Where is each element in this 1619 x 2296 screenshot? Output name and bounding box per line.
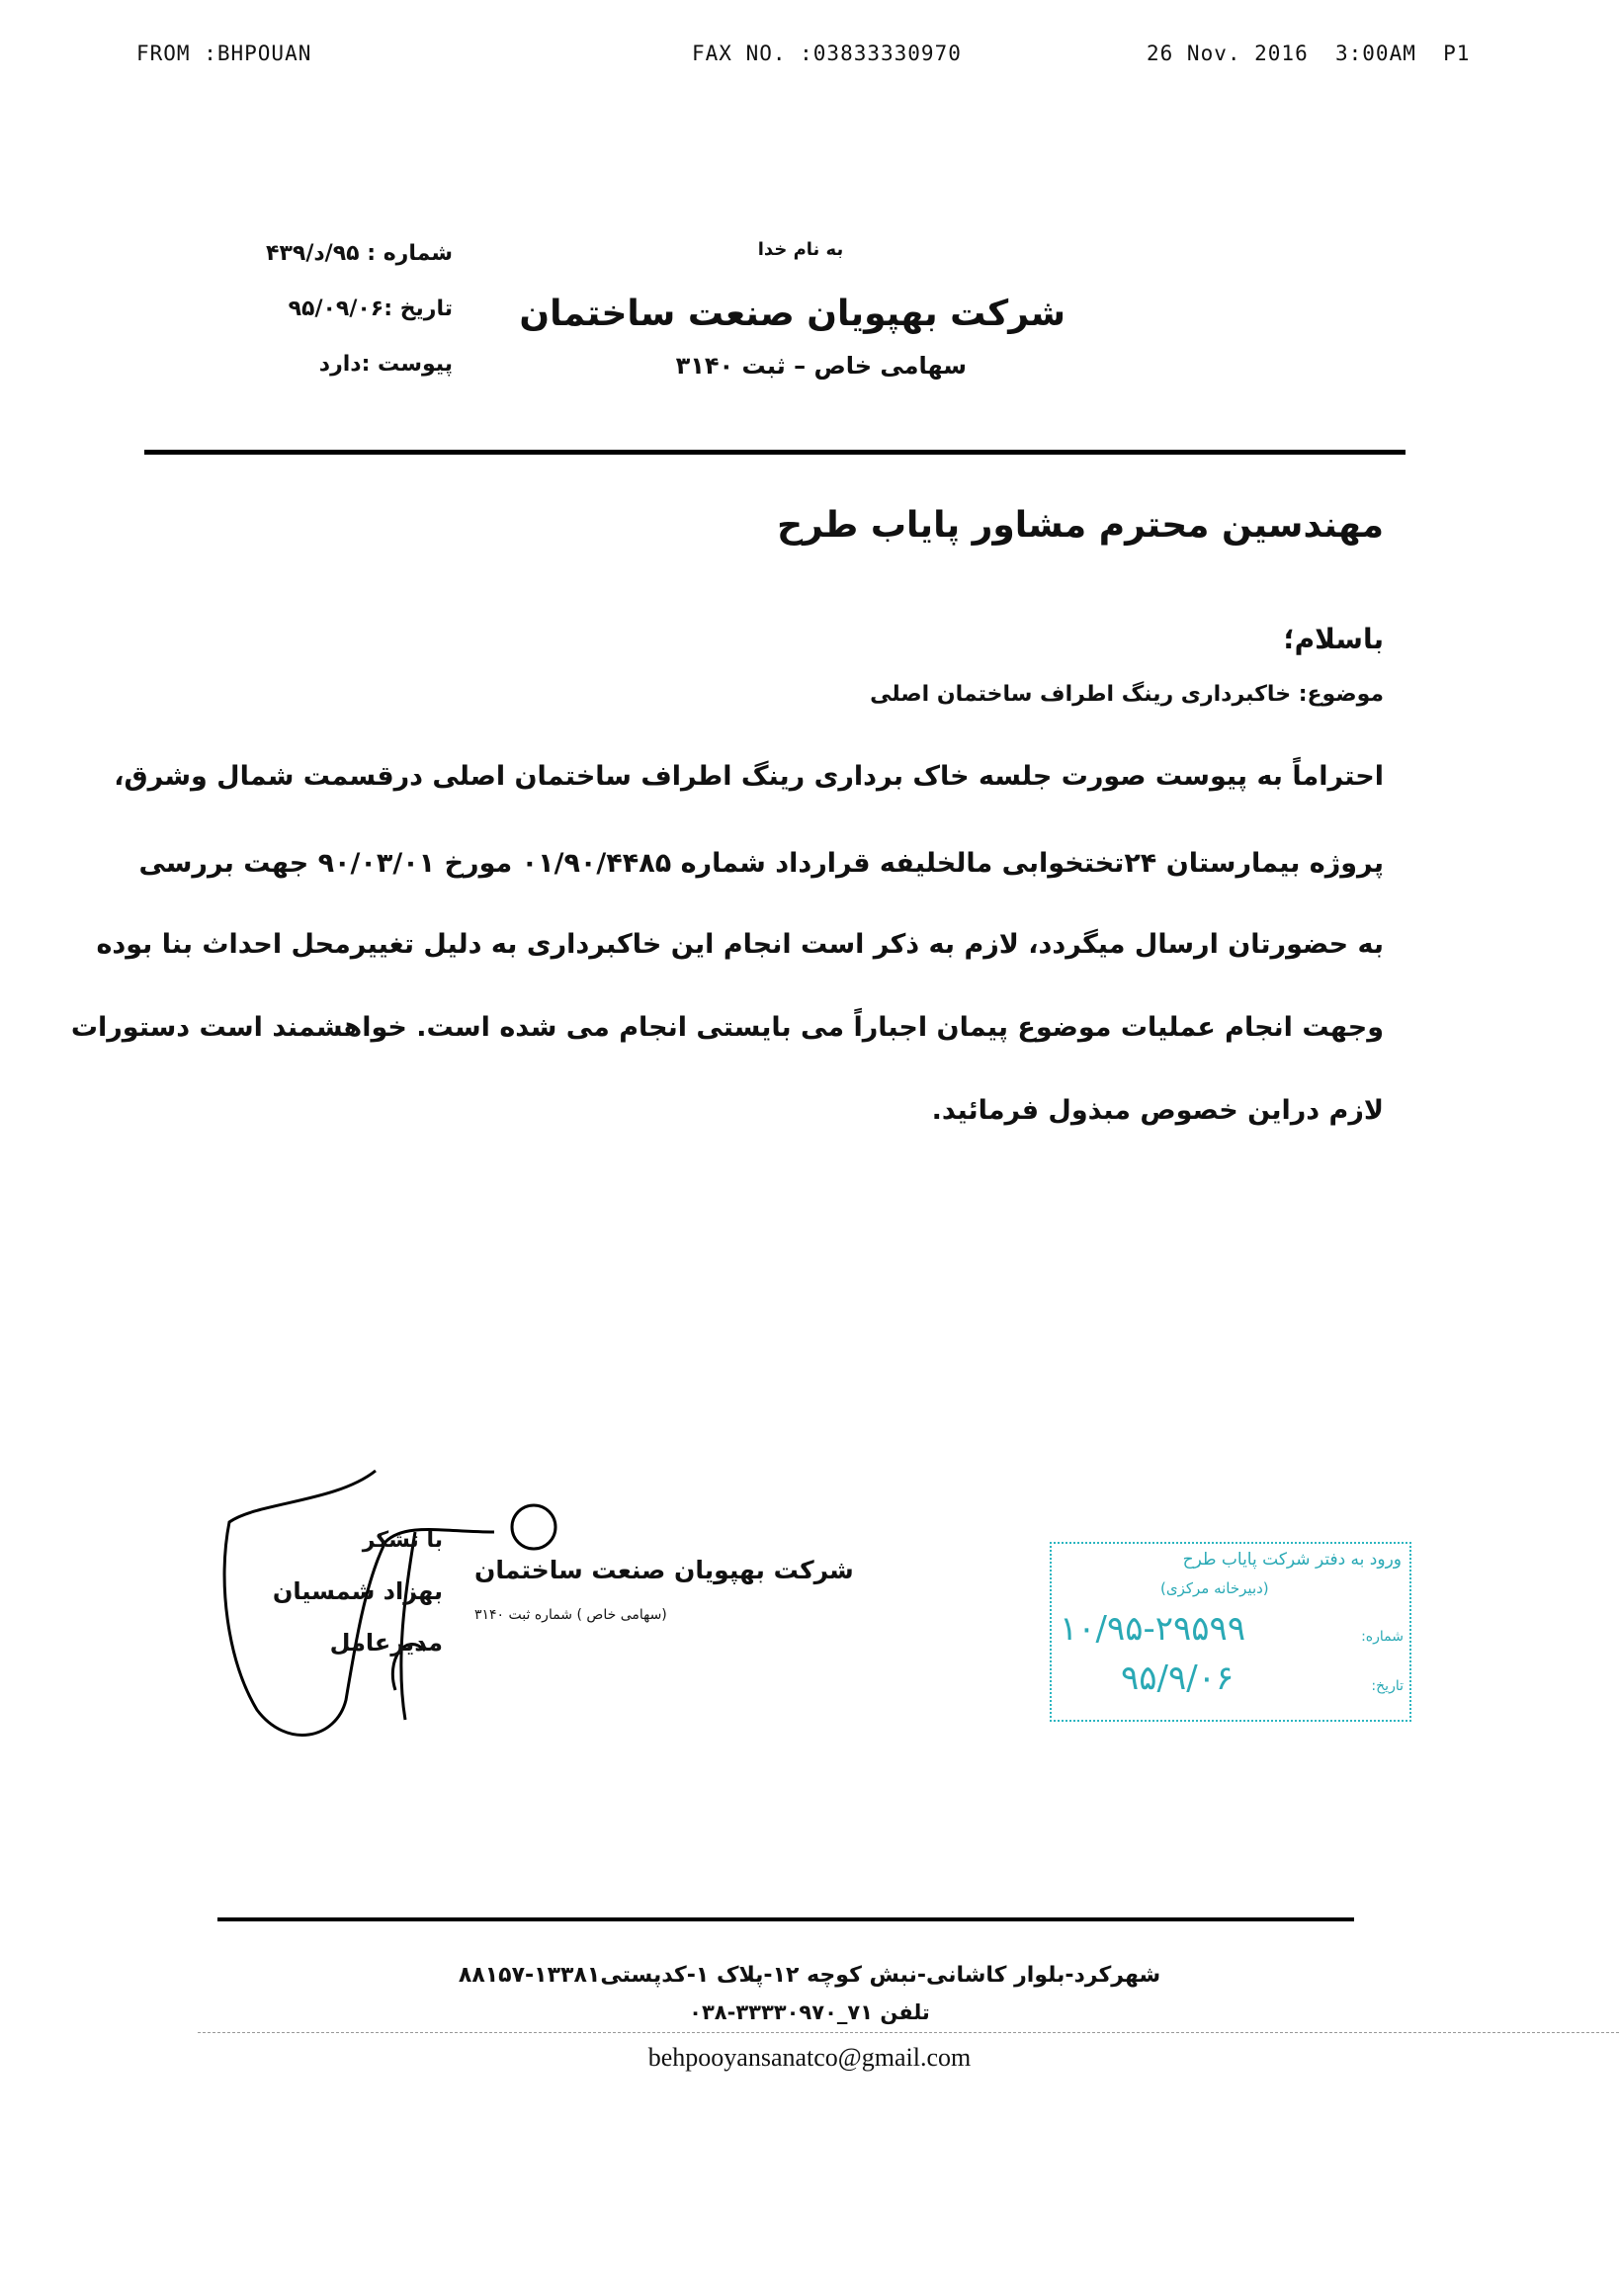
subject: موضوع: خاکبرداری رینگ اطراف ساختمان اصلی [870,682,1384,707]
stamp-date: ۹۵/۹/۰۶ [1121,1658,1235,1698]
invocation: به نام خدا [757,239,844,260]
company-registration: سهامی خاص – ثبت ۳۱۴۰ [675,352,967,380]
footer-address: شهرکرد-بلوار کاشانی-نبش کوچه ۱۲-پلاک ۱-کدپستی۱۳۳۸۱-۸۸۱۵۷ [458,1963,1161,1988]
fax-from: FROM :BHPOUAN [136,42,312,65]
signer-name: بهزاد شمسیان [272,1577,443,1605]
stamp-date-label: تاریخ: [1371,1678,1404,1694]
footer-divider [217,1917,1354,1921]
footer-email[interactable]: behpooyansanatco@gmail.com [647,2043,972,2072]
stamp-number: ۱۰/۹۵-۲۹۵۹۹ [1060,1609,1246,1649]
fax-datetime: 26 Nov. 2016 3:00AM P1 [1147,42,1471,65]
body-line: وجهت انجام عملیات موضوع پیمان اجباراً می بایستی انجام می شده است. خواهشمند است دستورات [70,1012,1384,1043]
body-line: پروژه بیمارستان ۲۴تختخوابی مالخلیفه قرارداد شماره ۰۱/۹۰/۴۴۸۵ مورخ ۹۰/۰۳/۰۱ جهت بررسی [138,848,1384,879]
letter-number: شماره : ۹۵/د/۴۳۹ [266,241,453,266]
seal-company: شرکت بهپویان صنعت ساختمان [474,1556,854,1584]
greeting: باسلام؛ [1283,623,1384,655]
letter-date: تاریخ :۹۵/۰۹/۰۶ [288,297,453,321]
body-line: احتراماً به پیوست صورت جلسه خاک برداری رینگ اطراف ساختمان اصلی درقسمت شمال وشرق، [114,761,1384,792]
body-line: به حضورتان ارسال میگردد، لازم به ذکر است انجام این خاکبرداری به دلیل تغییرمحل احداث بنا بوده [96,929,1384,960]
stamp-sub: (دبیرخانه مرکزی) [1160,1579,1269,1597]
company-name: شرکت بهپویان صنعت ساختمان [519,294,1065,334]
body-line: لازم دراین خصوص مبذول فرمائید. [931,1095,1384,1126]
stamp-number-label: شماره: [1361,1629,1404,1645]
stamp-header: ورود به دفتر شرکت پایاب طرح [1182,1550,1402,1570]
fax-number: FAX NO. :03833330970 [692,42,962,65]
fax-scan-line [198,2032,1619,2033]
header-divider [144,450,1406,455]
addressee: مهندسین محترم مشاور پایاب طرح [777,505,1384,546]
received-stamp [1050,1542,1411,1722]
signer-title: مدیرعامل [329,1629,443,1657]
closing-thanks: با تشکر [362,1528,443,1553]
letter-attachment: پیوست :دارد [318,352,453,377]
seal-subtitle: (سهامی خاص ) شماره ثبت ۳۱۴۰ [474,1607,667,1623]
footer-phone: تلفن ۷۱_۳۳۳۳۰۹۷۰-۰۳۸ [689,2000,930,2024]
